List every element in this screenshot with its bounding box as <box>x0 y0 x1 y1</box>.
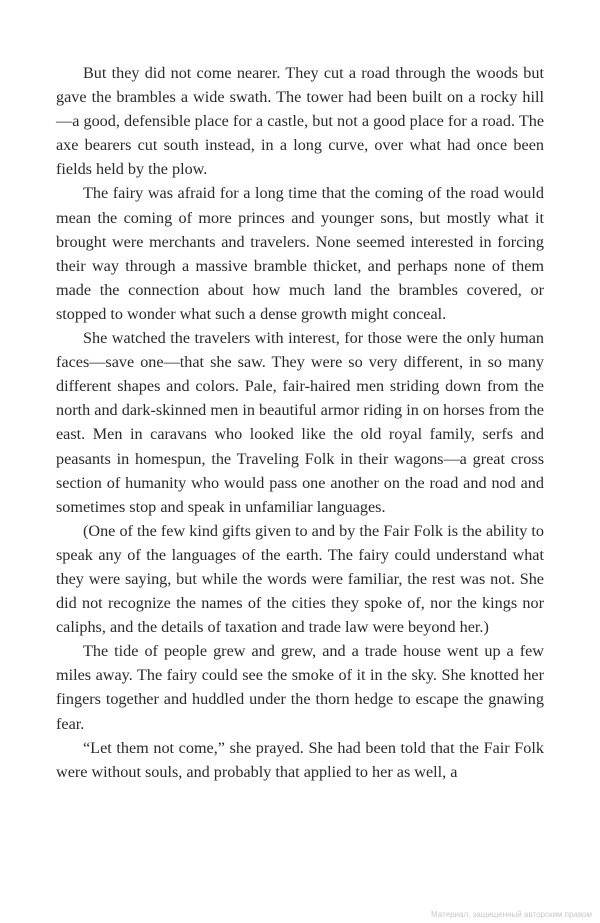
book-page-text <box>56 61 544 784</box>
copyright-watermark: Материал, защищенный авторским правом <box>431 910 592 919</box>
paragraph: The fairy was afraid for a long time that the coming of the road would mean the coming of more princes and younger sons, but mostly what it brought were merchants and travelers. None seemed interested in forcing their way through a massive bramble thicket, and perhaps none of them made the connection about how much land the brambles covered, or stopped to wonder what such a dense growth might conceal. <box>56 184 544 323</box>
paragraph: She watched the travelers with interest, for those were the only human faces—save one—that she saw. They were so very different, in so many different shapes and colors. Pale, fair-haired men striding down from the north and dark-skinned men in beautiful armor riding in on horses from the east. Men in caravans who looked like the old royal family, serfs and peasants in homespun, the Traveling Folk in their wagons—a great cross section of humanity who would pass one another on the road and nod and sometimes stop and speak in unfamiliar languages. <box>56 329 544 516</box>
paragraph: (One of the few kind gifts given to and by the Fair Folk is the ability to speak any of the languages of the earth. The fairy could understand what they were saying, but while the words were familiar, the rest was not. She did not recognize the names of the cities they spoke of, nor the kings nor caliphs, and the details of taxation and trade law were beyond her.) <box>56 521 544 637</box>
paragraph: The tide of people grew and grew, and a trade house went up a few miles away. The fairy could see the smoke of it in the sky. She knotted her fingers together and huddled under the thorn hedge to escape the gnawing fear. <box>56 642 544 733</box>
paragraph: “Let them not come,” she prayed. She had been told that the Fair Folk were without souls, and probably that applied to her as well, a <box>56 738 544 781</box>
paragraph: But they did not come nearer. They cut a road through the woods but gave the brambles a wide swath. The tower had been built on a rocky hill—a good, defensible place for a castle, but not a good place for a road. The axe bearers cut south instead, in a long curve, over what had once been fields held by the plow. <box>56 64 544 179</box>
